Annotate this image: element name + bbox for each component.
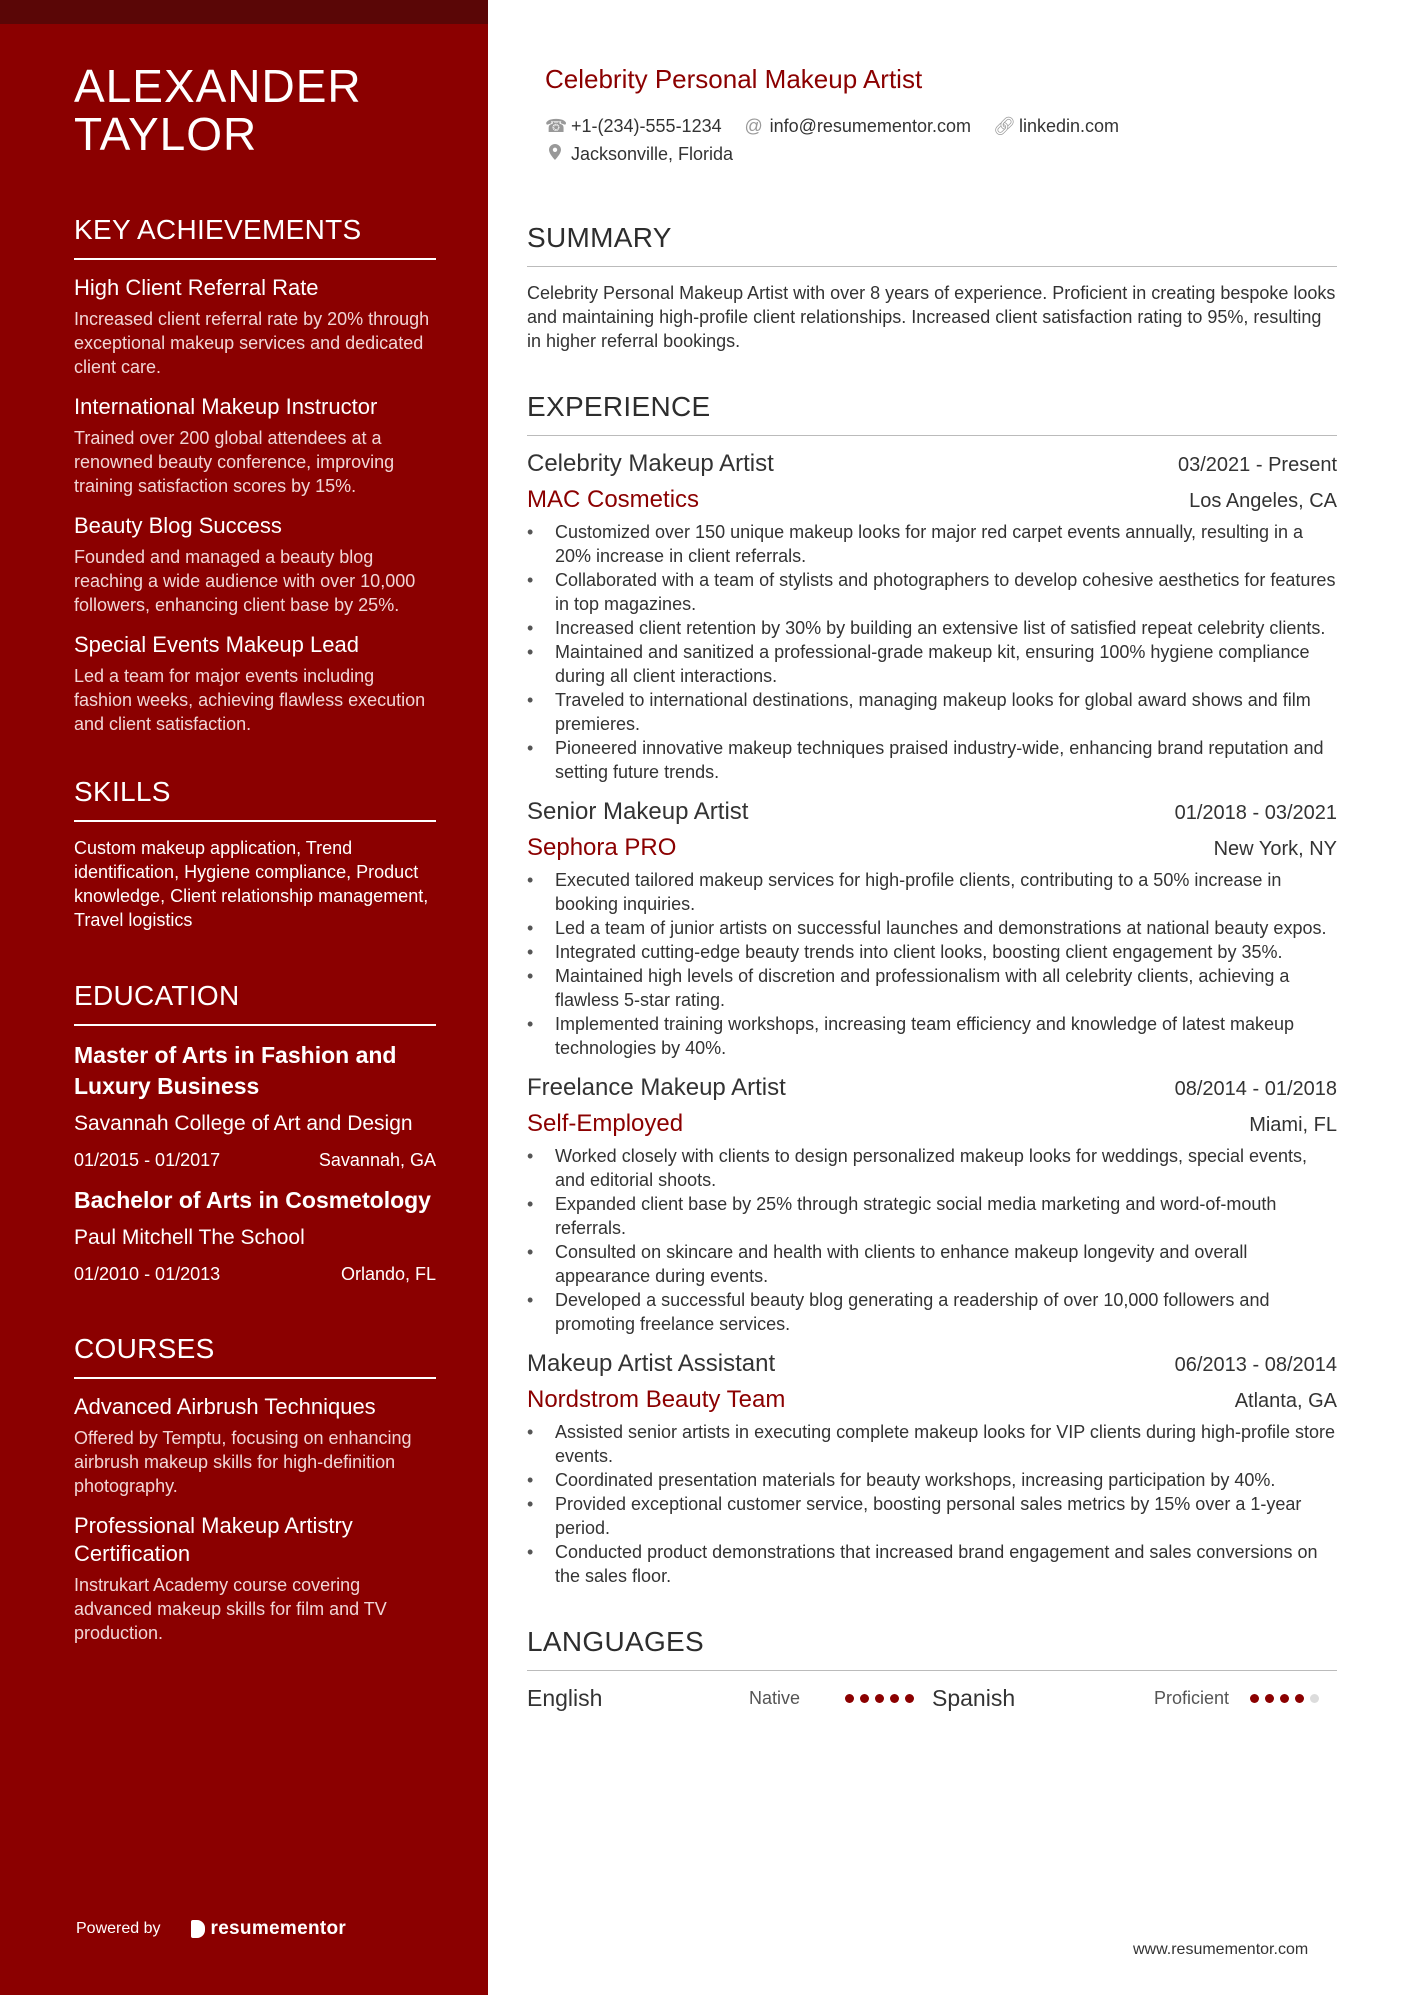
rating-dot xyxy=(1310,1694,1319,1703)
powered-by-label: Powered by xyxy=(76,1920,161,1937)
course-title: Advanced Airbrush Techniques xyxy=(74,1394,376,1419)
education-dates: 01/2010 - 01/2013 xyxy=(74,1264,221,1284)
job-dates: 01/2018 - 03/2021 xyxy=(1174,802,1337,824)
language-rating xyxy=(1250,1694,1319,1703)
skills-section xyxy=(74,776,436,932)
achievements-list xyxy=(74,274,436,736)
job-bullets xyxy=(527,1420,1337,1588)
job-location: Miami, FL xyxy=(1249,1114,1337,1136)
course-item xyxy=(74,1512,436,1645)
languages-list xyxy=(527,1685,1337,1712)
language-rating xyxy=(845,1694,914,1703)
achievement-item xyxy=(74,631,436,736)
job-bullet: • Coordinated presentation materials for beauty workshops, increasing participation by 40%. xyxy=(527,1468,1337,1492)
job-header xyxy=(527,450,1337,478)
resumementor-logo-icon xyxy=(191,1920,205,1938)
achievements-heading: KEY ACHIEVEMENTS xyxy=(74,214,436,260)
job-company: Nordstrom Beauty Team xyxy=(527,1386,786,1413)
experience-item xyxy=(527,1350,1337,1588)
job-dates: 08/2014 - 01/2018 xyxy=(1174,1078,1337,1100)
achievement-item xyxy=(74,512,436,617)
courses-heading: COURSES xyxy=(74,1333,436,1379)
name-line-2: TAYLOR xyxy=(74,108,258,160)
job-bullet: • Provided exceptional customer service, boosting personal sales metrics by 15% over a 1-year period. xyxy=(527,1492,1337,1540)
job-company: Sephora PRO xyxy=(527,834,677,861)
rating-dot xyxy=(905,1694,914,1703)
achievements-section xyxy=(74,214,436,736)
skills-heading: SKILLS xyxy=(74,776,436,822)
job-company-row xyxy=(527,486,1337,514)
education-section xyxy=(74,980,436,1285)
education-degree: Bachelor of Arts in Cosmetology xyxy=(74,1187,431,1213)
language-item xyxy=(527,1685,932,1712)
job-bullet: • Maintained high levels of discretion and professionalism with all celebrity clients, achieving a flawless 5-star rating. xyxy=(527,964,1337,1012)
job-bullet: • Pioneered innovative makeup techniques praised industry-wide, enhancing brand reputation and setting future trends. xyxy=(527,736,1337,784)
job-bullets xyxy=(527,520,1337,784)
contact-info xyxy=(545,112,1305,168)
email-text: info@resumementor.com xyxy=(769,116,971,136)
language-item xyxy=(932,1685,1337,1712)
achievement-item xyxy=(74,393,436,498)
job-company: MAC Cosmetics xyxy=(527,486,700,513)
job-dates: 06/2013 - 08/2014 xyxy=(1174,1354,1337,1376)
powered-by xyxy=(76,1918,346,1940)
brand-logo[interactable] xyxy=(191,1918,347,1940)
summary-text: Celebrity Personal Makeup Artist with over 8 years of experience. Proficient in creating bespoke looks and maintaining high-profile client relationships. Increased client satisfaction rating to 95%, resulting in higher referral bookings. xyxy=(527,283,1336,351)
course-title: Professional Makeup Artistry Certification xyxy=(74,1513,353,1566)
job-bullet: • Executed tailored makeup services for high-profile clients, contributing to a 50% increase in booking inquiries. xyxy=(527,868,1337,916)
job-company-row xyxy=(527,1386,1337,1414)
achievement-title: High Client Referral Rate xyxy=(74,275,319,300)
rating-dot xyxy=(1295,1694,1304,1703)
candidate-name xyxy=(74,62,436,158)
education-meta xyxy=(74,1150,436,1171)
experience-item xyxy=(527,798,1337,1060)
achievement-title: Beauty Blog Success xyxy=(74,513,282,538)
job-bullet: • Assisted senior artists in executing complete makeup looks for VIP clients during high-profile store events. xyxy=(527,1420,1337,1468)
courses-list xyxy=(74,1393,436,1645)
course-description: Instrukart Academy course covering advanced makeup skills for film and TV production. xyxy=(74,1575,387,1643)
skills-text: Custom makeup application, Trend identification, Hygiene compliance, Product knowledge, Client relationship management, Travel logistics xyxy=(74,838,429,930)
job-bullet: • Worked closely with clients to design personalized makeup looks for weddings, special events, and editorial shoots. xyxy=(527,1144,1337,1192)
education-item xyxy=(74,1185,436,1285)
footer-url[interactable]: www.resumementor.com xyxy=(1133,1941,1309,1958)
education-meta xyxy=(74,1264,436,1285)
achievement-description: Founded and managed a beauty blog reaching a wide audience with over 10,000 followers, enhancing client base by 25%. xyxy=(74,547,416,615)
experience-item xyxy=(527,1074,1337,1336)
rating-dot xyxy=(875,1694,884,1703)
job-location: New York, NY xyxy=(1213,838,1337,860)
achievement-title: International Makeup Instructor xyxy=(74,394,378,419)
location-text: Jacksonville, Florida xyxy=(571,144,734,164)
rating-dot xyxy=(1280,1694,1289,1703)
courses-section xyxy=(74,1333,436,1645)
job-bullet: • Expanded client base by 25% through strategic social media marketing and word-of-mouth referrals. xyxy=(527,1192,1337,1240)
job-location: Atlanta, GA xyxy=(1234,1390,1337,1412)
phone-item[interactable] xyxy=(545,112,722,140)
experience-section xyxy=(527,391,1337,1588)
achievement-description: Increased client referral rate by 20% through exceptional makeup services and dedicated client care. xyxy=(74,309,430,377)
linkedin-text: linkedin.com xyxy=(1018,116,1120,136)
job-header xyxy=(527,798,1337,826)
job-bullet: • Implemented training workshops, increasing team efficiency and knowledge of latest makeup technologies by 40%. xyxy=(527,1012,1337,1060)
rating-dot xyxy=(860,1694,869,1703)
job-bullet: • Led a team of junior artists on successful launches and demonstrations at national beauty expos. xyxy=(527,916,1337,940)
job-bullet: • Maintained and sanitized a professional-grade makeup kit, ensuring 100% hygiene compliance during all client interactions. xyxy=(527,640,1337,688)
job-role: Makeup Artist Assistant xyxy=(527,1350,776,1377)
job-location: Los Angeles, CA xyxy=(1189,490,1337,512)
at-icon: @ xyxy=(744,116,763,136)
education-heading: EDUCATION xyxy=(74,980,436,1026)
language-name: Spanish xyxy=(932,1685,1016,1711)
sidebar xyxy=(0,0,488,1995)
rating-dot xyxy=(890,1694,899,1703)
location-pin-icon xyxy=(545,140,565,168)
achievement-item xyxy=(74,274,436,379)
achievement-description: Trained over 200 global attendees at a renowned beauty conference, improving training satisfaction scores by 15%. xyxy=(74,428,395,496)
job-dates: 03/2021 - Present xyxy=(1178,454,1337,476)
job-bullet: • Developed a successful beauty blog generating a readership of over 10,000 followers and promoting freelance services. xyxy=(527,1288,1337,1336)
achievement-title: Special Events Makeup Lead xyxy=(74,632,359,657)
linkedin-item[interactable] xyxy=(993,112,1119,140)
job-company-row xyxy=(527,834,1337,862)
education-location: Savannah, GA xyxy=(318,1150,436,1170)
job-bullet: • Conducted product demonstrations that increased brand engagement and sales conversions on the sales floor. xyxy=(527,1540,1337,1588)
location-item xyxy=(545,140,733,168)
job-bullet: • Integrated cutting-edge beauty trends into client looks, boosting client engagement by 35%. xyxy=(527,940,1337,964)
languages-section xyxy=(527,1626,1337,1712)
job-header xyxy=(527,1074,1337,1102)
sidebar-top-bar xyxy=(0,0,488,24)
summary-heading: SUMMARY xyxy=(527,222,1337,267)
rating-dot xyxy=(1250,1694,1259,1703)
summary-section xyxy=(527,222,1337,353)
job-role: Freelance Makeup Artist xyxy=(527,1074,786,1101)
course-description: Offered by Temptu, focusing on enhancing airbrush makeup skills for high-definition photography. xyxy=(74,1428,412,1496)
job-bullet: • Traveled to international destinations, managing makeup looks for global award shows and film premieres. xyxy=(527,688,1337,736)
education-location: Orlando, FL xyxy=(340,1264,436,1284)
job-bullet: • Increased client retention by 30% by building an extensive list of satisfied repeat celebrity clients. xyxy=(527,616,1337,640)
link-icon: 🔗︎ xyxy=(992,116,1016,136)
education-school: Savannah College of Art and Design xyxy=(74,1112,413,1135)
experience-list xyxy=(527,450,1337,1588)
course-item xyxy=(74,1393,436,1498)
job-header xyxy=(527,1350,1337,1378)
language-level: Native xyxy=(749,1688,801,1708)
job-role: Celebrity Makeup Artist xyxy=(527,450,774,477)
experience-item xyxy=(527,450,1337,784)
job-bullet: • Customized over 150 unique makeup looks for major red carpet events annually, resulting in a 20% increase in client referrals. xyxy=(527,520,1337,568)
languages-heading: LANGUAGES xyxy=(527,1626,1337,1671)
job-bullets xyxy=(527,868,1337,1060)
email-item[interactable] xyxy=(744,112,971,140)
job-company: Self-Employed xyxy=(527,1110,684,1137)
job-bullet: • Consulted on skincare and health with clients to enhance makeup longevity and overall appearance during events. xyxy=(527,1240,1337,1288)
brand-name: resumementor xyxy=(210,1918,347,1939)
main-column xyxy=(527,222,1337,1712)
job-bullet: • Collaborated with a team of stylists and photographers to develop cohesive aesthetics for features in top magazines. xyxy=(527,568,1337,616)
rating-dot xyxy=(1265,1694,1274,1703)
language-name: English xyxy=(527,1685,603,1711)
experience-heading: EXPERIENCE xyxy=(527,391,1337,436)
job-bullets xyxy=(527,1144,1337,1336)
phone-icon: ☎ xyxy=(545,116,568,136)
education-dates: 01/2015 - 01/2017 xyxy=(74,1150,221,1170)
name-line-1: ALEXANDER xyxy=(74,60,362,112)
job-company-row xyxy=(527,1110,1337,1138)
job-role: Senior Makeup Artist xyxy=(527,798,749,825)
education-item xyxy=(74,1040,436,1171)
achievement-description: Led a team for major events including fashion weeks, achieving flawless execution and client satisfaction. xyxy=(74,666,426,734)
rating-dot xyxy=(845,1694,854,1703)
education-school: Paul Mitchell The School xyxy=(74,1226,305,1249)
education-degree: Master of Arts in Fashion and Luxury Business xyxy=(74,1042,397,1099)
education-list xyxy=(74,1040,436,1285)
job-title: Celebrity Personal Makeup Artist xyxy=(545,64,923,94)
language-level: Proficient xyxy=(1154,1688,1230,1708)
phone-text: +1-(234)-555-1234 xyxy=(571,116,722,136)
